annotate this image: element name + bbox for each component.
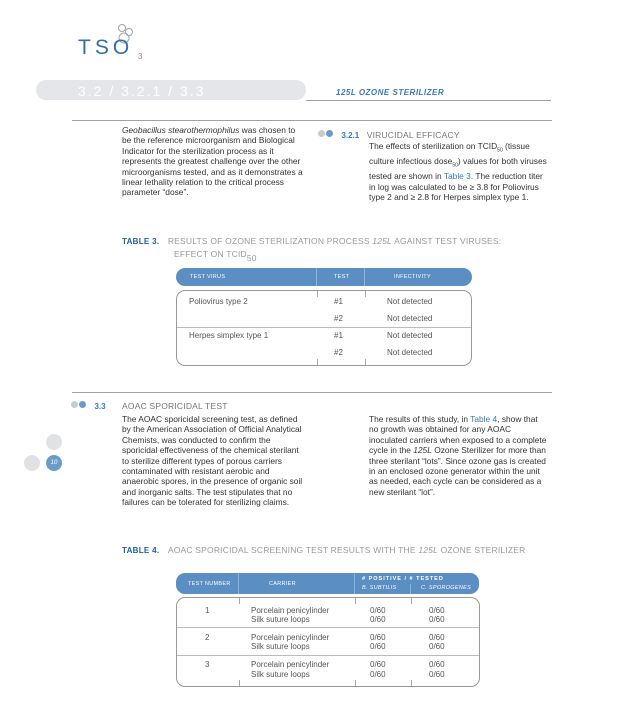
table3-link[interactable]: Table 3 — [443, 171, 471, 182]
table4-cell: Porcelain penicylinder — [251, 606, 330, 615]
top-rule — [72, 120, 552, 121]
aoac-right-paragraph: The results of this study, in Table 4, show that no growth was obtained for any AOAC inoculated carriers when exposed to a complete cycle in the 125L Ozone Sterilizer for more than three sterilant “lots”. Since ozone gas is created in an enclosed ozone generator within the unit as needed, each cycle can be considered as a new sterilant “lot”. — [369, 414, 547, 497]
table4-cell: 0/60 — [429, 642, 445, 651]
table3-cell: Not detected — [387, 297, 433, 306]
table4-link[interactable]: Table 4 — [470, 414, 498, 424]
section-path: 3.2 / 3.2.1 / 3.3 — [78, 83, 206, 99]
table4-cell: 1 — [205, 606, 210, 615]
table4-cell: 0/60 — [429, 615, 445, 624]
table4-header: TEST NUMBER CARRIER # POSITIVE / # TESTED B. SUBTILIS C. SPOROGENES — [176, 573, 479, 594]
table3-body — [176, 290, 472, 366]
table3-cell: Not detected — [387, 331, 433, 340]
table3-cell: #1 — [334, 331, 343, 340]
table4-cell: 0/60 — [429, 670, 445, 679]
table4-cell: 0/60 — [370, 633, 386, 642]
bullet-dot-icon — [79, 401, 86, 408]
table4-cell: Silk suture loops — [251, 615, 310, 624]
table4-cell: 0/60 — [429, 606, 445, 615]
section-321-heading: 3.2.1 VIRUCIDAL EFFICACY — [318, 125, 460, 143]
table4-cell: Silk suture loops — [251, 642, 310, 651]
table4-cell: 0/60 — [370, 660, 386, 669]
table3-cell: Not detected — [387, 314, 433, 323]
table4-cell: Porcelain penicylinder — [251, 660, 330, 669]
logo-text: TSO — [78, 36, 134, 59]
bullet-dot-icon — [71, 401, 78, 408]
table3-header: TEST VIRUS TEST INFECTIVITY — [176, 268, 472, 286]
intro-paragraph: Geobacillus stearothermophilus was chosen to be the reference microorganism and Biological Indicator for the sterilization process as it represents the greatest challenge over the other microorganisms tested, and as it demonstrates a linear lethality relation to the critical process parameter “dose”. — [122, 125, 303, 198]
page-number: 10 — [46, 455, 62, 471]
table4-cell: 3 — [205, 660, 210, 669]
aoac-left-paragraph: The AOAC sporicidal screening test, as defined by the American Association of Official Analytical Chemists, was conducted to confirm the sporicidal effectiveness of the chemical sterilant to sterilize different types of porous carriers contaminated with resistant aerobic and anaerobic spores, in the presence of organic soil and inorganic salts. The test stipulates that no failures can be tolerated for sterilizing claims. — [122, 414, 303, 508]
page-decor-circle — [46, 434, 62, 450]
table3-cell: Poliovirus type 2 — [189, 297, 248, 306]
product-title: 125L OZONE STERILIZER — [336, 88, 445, 97]
section-33-rule — [72, 392, 552, 393]
table3-cell: Not detected — [387, 348, 433, 357]
table3-caption: TABLE 3. RESULTS OF OZONE STERILIZATION PROCESS 125L AGAINST TEST VIRUSES: EFFECT ON $TCID_{50}$ — [122, 236, 502, 264]
bullet-dot-icon — [318, 130, 325, 137]
table4-cell: 0/60 — [429, 660, 445, 669]
table4-cell: 0/60 — [370, 615, 386, 624]
tso3-logo — [78, 24, 158, 64]
page-decor-circle — [24, 455, 40, 471]
logo-subscript: 3 — [138, 52, 143, 61]
table3-cell: #1 — [334, 297, 343, 306]
table4-cell: 0/60 — [370, 606, 386, 615]
header-divider — [306, 100, 551, 101]
table4-caption: TABLE 4. AOAC SPORICIDAL SCREENING TEST RESULTS WITH THE 125L OZONE STERILIZER — [122, 545, 526, 555]
table3-cell: Herpes simplex type 1 — [189, 331, 269, 340]
bullet-dot-icon — [326, 130, 333, 137]
table4-cell: 0/60 — [370, 642, 386, 651]
table4-cell: 0/60 — [370, 670, 386, 679]
table4-cell: 0/60 — [429, 633, 445, 642]
table4-cell: Porcelain penicylinder — [251, 633, 330, 642]
table3-cell: #2 — [334, 314, 343, 323]
table4-cell: 2 — [205, 633, 210, 642]
virucidal-paragraph: The effects of sterilization on $TCID_{50}$ (tissue culture infectious dose$_{50}$) values for both viruses tested are shown in Table 3. The reduction titer in log was calculated to be ≥ 3.8 for Poliovirus type 2 and ≥ 2.8 for Herpes simplex type 1. — [369, 141, 547, 202]
table4-body — [176, 597, 480, 687]
table4-cell: Silk suture loops — [251, 670, 310, 679]
table3-cell: #2 — [334, 348, 343, 357]
section-33-heading: 3.3 AOAC SPORICIDAL TEST — [71, 396, 228, 414]
